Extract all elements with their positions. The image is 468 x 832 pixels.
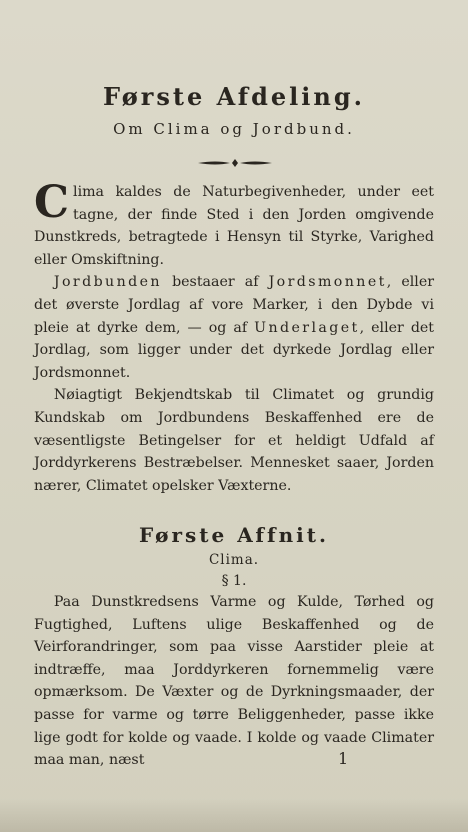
divider-ornament [196, 157, 274, 169]
intro-paragraph-2 [34, 271, 434, 384]
intro-paragraph-2-text-a: bestaaer af [161, 274, 269, 291]
page-title: Første Afdeling. [103, 82, 365, 111]
drop-cap: C [34, 177, 70, 228]
intro-text [34, 177, 435, 497]
term-underlaget: Underlaget [254, 319, 360, 336]
page-number: 1 [338, 749, 349, 768]
intro-paragraph-3: Nøiagtigt Bekjendtskab til Climatet og grundig Kundskab om Jordbundens Beskaffenhed ere de væsentligste Betingelser for et heldigt Udfald af Jorddyrkerens Bestræbelser. Mennesket saaer, Jorden nærer, Climatet opelsker Væxterne. [34, 387, 434, 494]
section-number: § 1. [221, 573, 247, 589]
section-paragraph-1: Paa Dunstkredsens Varme og Kulde, Tørhed og Fugtighed, Luftens ulige Beskaffenhed og de Veirforandringer, som paa visse Aarstider pleie at indtræffe, maa Jorddyrkeren fornemmelig være opmærksom. De Væxter og de Dyrkningsmaader, der passe for varme og tørre Beliggenheder, passe ikke lige godt for kolde og vaade. I kolde og vaade Climater maa man, næst [34, 594, 434, 769]
intro-paragraph-2-text-b: , eller det øverste Jordlag af vore Marker, i den Dybde vi pleie at dyrke dem, — og af [34, 274, 435, 336]
intro-paragraph-1 [34, 177, 434, 271]
section-text [34, 591, 434, 772]
intro-paragraph-2-text-c: , eller det Jordlag, som ligger under det dyrkede Jordlag eller Jordsmonnet. [34, 319, 435, 381]
page-subtitle: Om Clima og Jordbund. [113, 120, 355, 138]
intro-paragraph-1-text: lima kaldes de Naturbegivenheder, under eet tagne, der finde Sted i den Jorden omgivende Dunstkreds, betragtede i Hensyn til Styrke, Varighed eller Omskiftning. [34, 184, 434, 268]
page-bottom-edge [0, 798, 468, 832]
term-jordbunden: Jordbunden [53, 274, 162, 291]
section-title: Første Affnit. [139, 523, 329, 547]
term-jordsmonnet: Jordsmonnet [268, 274, 387, 291]
section-subtitle: Clima. [208, 552, 260, 568]
